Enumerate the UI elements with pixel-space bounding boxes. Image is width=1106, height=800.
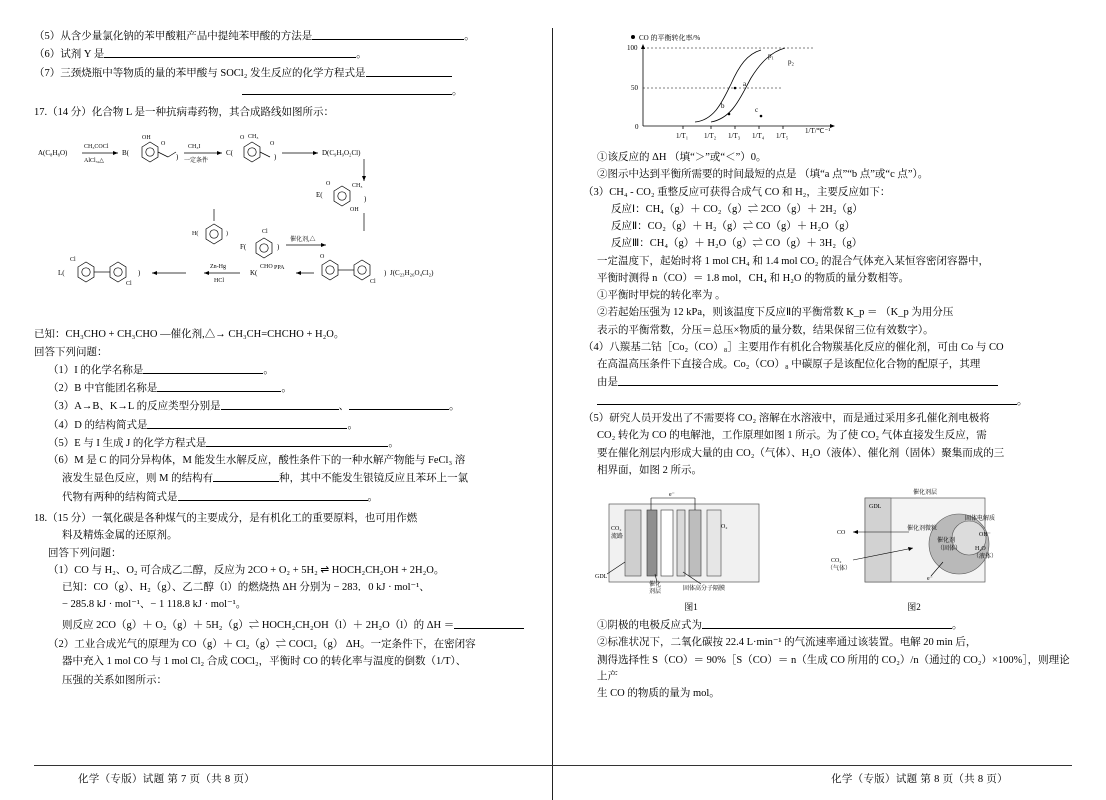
svg-text:H₂O: H₂O <box>975 546 986 553</box>
svg-text:B(: B( <box>122 149 129 158</box>
svg-text:OH: OH <box>142 135 151 142</box>
answer-blank <box>104 46 356 58</box>
q18-5-item2: ②标准状况下，二氧化碳按 22.4 L·min⁻¹ 的气流速率通过该装置。电解 20 min 后， <box>597 637 977 649</box>
q18-4-l1: （4）八羰基二钴［Co₂（CO）₈］主要用作有机化合物羰基化反应的催化剂，可由 Co 与 CO <box>583 341 1004 353</box>
fig2-caption: 图2 <box>907 602 921 613</box>
svg-text:1/T₂: 1/T₂ <box>704 132 717 140</box>
q18-4-blank2: 。 <box>583 393 1072 410</box>
q18-5-l1: （5）研究人员开发出了不需要将 CO₂ 溶解在水溶液中，而是通过采用多孔催化剂电极将 <box>583 412 990 424</box>
q17-item-2: （2）B 中官能团名称是 。 <box>34 380 526 397</box>
q18-prompt: 回答下列问题： <box>48 547 122 559</box>
answer-blank <box>178 489 368 501</box>
q17-item-6b: 液发生显色反应，则 M 的结构有 种，其中不能发生银镜反应且苯环上一氯 <box>34 470 526 487</box>
svg-text:剂层: 剂层 <box>649 589 662 596</box>
q18-p2c: 压强的关系如图所示： <box>62 675 167 687</box>
svg-text:b: b <box>721 102 725 110</box>
figures-row <box>583 482 1072 615</box>
q16-item-7-blank2: 。 <box>34 83 526 100</box>
svg-text:CO: CO <box>837 530 846 537</box>
svg-text:Cl: Cl <box>370 279 376 286</box>
left-page-footer: 化学（专版）试题 第 7 页（共 8 页） <box>78 773 255 785</box>
scheme-svg <box>34 125 534 325</box>
svg-text:A(C₈H₈O): A(C₈H₈O) <box>38 149 68 158</box>
svg-text:): ) <box>384 269 387 278</box>
svg-text:（液体）: （液体） <box>973 554 998 561</box>
fig1-caption: 图1 <box>684 602 698 613</box>
footer-divider <box>34 765 1072 766</box>
figure-1 <box>591 482 791 615</box>
svg-text:一定条件: 一定条件 <box>184 158 209 165</box>
q18-3-t1: 一定温度下，起始时将 1 mol CH₄ 和 1.4 mol CO₂ 的混合气体充入某恒容密闭容器中， <box>597 255 990 267</box>
svg-text:O: O <box>240 135 245 142</box>
svg-text:CH₃: CH₃ <box>352 183 363 190</box>
q17-heading: 17.（14 分）化合物 L 是一种抗病毒药物，其合成路线如图所示： <box>34 107 335 119</box>
svg-text:): ) <box>138 269 141 278</box>
svg-text:p₁: p₁ <box>768 52 774 60</box>
svg-text:0: 0 <box>635 123 639 131</box>
svg-text:c: c <box>755 106 759 114</box>
svg-text:p₂: p₂ <box>788 58 794 66</box>
q17-prompt: 回答下列问题： <box>34 346 108 358</box>
svg-text:): ) <box>176 153 179 162</box>
answer-blank <box>454 617 524 629</box>
q17-known: 已知：CH₃CHO + CH₃CHO —催化剂,△→ CH₃CH=CHCHO + H₂O。 <box>34 329 345 341</box>
q18-3-r1: 反应Ⅰ：CH₄（g）＋ CO₂（g）⇌ 2CO（g）＋ 2H₂（g） <box>611 203 863 215</box>
svg-text:催化剂层: 催化剂层 <box>913 490 938 497</box>
svg-text:CO 的平衡转化率/%: CO 的平衡转化率/% <box>639 34 701 42</box>
svg-text:Cl: Cl <box>126 281 132 288</box>
svg-text:a: a <box>743 80 747 88</box>
svg-text:): ) <box>274 153 277 162</box>
q18-3-i1: ①平衡时甲烷的转化率为 。 <box>597 290 726 302</box>
svg-text:): ) <box>277 243 280 252</box>
svg-text:C(: C( <box>226 149 233 158</box>
q17-item-5: （5）E 与 I 生成 J 的化学方程式是 。 <box>34 435 526 452</box>
q18-p1: （1）CO 与 H₂、O₂ 可合成乙二醇，反应为 2CO + O₂ + 5H₂ ⇌ HOCH₂CH₂OH + 2H₂O。 <box>48 564 445 576</box>
svg-text:1/T/℃⁻¹: 1/T/℃⁻¹ <box>805 127 831 135</box>
svg-text:流路: 流路 <box>611 534 624 541</box>
answer-blank <box>366 65 452 77</box>
svg-text:CH₃I: CH₃I <box>188 144 201 151</box>
q18-2-item1: ①该反应的 ΔH （填“＞”或“＜”）0。 <box>597 152 767 163</box>
q17-item-3: （3）A→B、K→L 的反应类型分别是 、 。 <box>34 398 526 415</box>
chart-svg <box>583 30 913 150</box>
svg-text:F(: F( <box>240 243 247 252</box>
svg-text:Cl: Cl <box>262 229 268 236</box>
svg-text:AlCl₃,△: AlCl₃,△ <box>84 158 104 165</box>
svg-text:1/T₁: 1/T₁ <box>676 132 689 140</box>
answer-blank <box>597 393 1017 405</box>
svg-text:O: O <box>326 181 331 188</box>
q18-p1b: 已知：CO（g）、H₂（g）、乙二醇（l）的燃烧热 ΔH 分别为 − 283．0 kJ · mol⁻¹、 <box>62 582 430 594</box>
svg-text:GDL: GDL <box>595 574 608 581</box>
svg-text:J(C₂₃H₂₆O₄Cl₂): J(C₂₃H₂₆O₄Cl₂) <box>390 269 434 278</box>
q16-item-7-text: （7）三颈烧瓶中等物质的量的苯甲酸与 SOCl₂ 发生反应的化学方程式是 <box>34 67 366 79</box>
co-conversion-chart <box>583 30 1072 150</box>
svg-text:CH₃COCl: CH₃COCl <box>84 144 109 151</box>
svg-text:CO₂: CO₂ <box>611 526 622 533</box>
right-page-footer: 化学（专版）试题 第 8 页（共 8 页） <box>831 773 1008 785</box>
q17-item-1: （1）I 的化学名称是 。 <box>34 362 526 379</box>
svg-text:固体高分子隔膜: 固体高分子隔膜 <box>683 586 726 593</box>
svg-text:CHO: CHO <box>260 264 273 271</box>
right-column <box>553 28 1072 800</box>
q18-p2b: 器中充入 1 mol CO 与 1 mol Cl₂ 合成 COCl₂，平衡时 CO 的转化率与温度的倒数（1/T）、 <box>62 656 467 668</box>
answer-blank <box>242 83 452 95</box>
svg-text:CH₃: CH₃ <box>248 134 259 141</box>
svg-text:Zn-Hg: Zn-Hg <box>210 264 226 271</box>
svg-text:催化: 催化 <box>649 582 662 589</box>
q18-2-item2: ②图示中达到平衡所需要的时间最短的点是 （填“a 点”“b 点”或“c 点”）。 <box>597 169 929 181</box>
q16-item-6: （6）试剂 Y 是 。 <box>34 46 526 63</box>
q18-3-i2b: 表示的平衡常数，分压＝总压×物质的量分数，结果保留三位有效数字）。 <box>597 324 934 336</box>
q18-5-l2: CO₂ 转化为 CO 的电解池，工作原理如图 1 所示。为了使 CO₂ 气体直接发生反应，需 <box>597 430 987 442</box>
q18-p1c: − 285.8 kJ · mol⁻¹、− 1 118.8 kJ · mol⁻¹。 <box>62 599 247 611</box>
q18-p1d: 则反应 2CO（g）＋ O₂（g）＋ 5H₂（g）⇌ HOCH₂CH₂OH（l）＋ 2H₂O（l）的 ΔH ＝ <box>34 617 526 634</box>
q18-5-l3: 要在催化剂层内形成大量的由 CO₂（气体）、H₂O（液体）、催化剂（固体）聚集而成的三 <box>597 447 1005 459</box>
svg-text:催化剂: 催化剂 <box>937 538 956 545</box>
svg-text:催化剂微粒: 催化剂微粒 <box>907 526 938 533</box>
svg-text:H(: H( <box>192 231 199 238</box>
q18-3-i2: ②若起始压强为 12 kPa，则该温度下反应Ⅱ的平衡常数 K_p ＝ （K_p 为用分压 <box>597 307 954 319</box>
q18-5-l4: 相界面，如图 2 所示。 <box>597 464 702 476</box>
svg-text:固体电解质: 固体电解质 <box>965 516 996 523</box>
answer-blank <box>143 362 263 374</box>
svg-text:O₂: O₂ <box>721 524 728 531</box>
q18-4-l2: 在高温高压条件下直接合成。Co₂（CO）₈ 中碳原子是该配位化合物的配原子，其理 <box>597 359 981 371</box>
svg-text:e⁻: e⁻ <box>927 576 933 583</box>
svg-text:E(: E( <box>316 191 323 200</box>
svg-text:O: O <box>161 141 166 148</box>
svg-text:D(C₉H₉O₂Cl): D(C₉H₉O₂Cl) <box>322 149 361 158</box>
svg-text:催化剂,△: 催化剂,△ <box>290 237 316 244</box>
svg-text:CO₂: CO₂ <box>831 558 842 565</box>
svg-text:): ) <box>364 195 367 204</box>
svg-text:1/T₅: 1/T₅ <box>776 132 789 140</box>
svg-text:OH⁻: OH⁻ <box>979 532 991 539</box>
svg-text:Cl: Cl <box>70 257 76 264</box>
q18-p2: （2）工业合成光气的原理为 CO（g）＋ Cl₂（g）⇌ COCl₂（g） ΔH。一定条件下，在密闭容 <box>48 638 476 650</box>
fig1-svg <box>591 482 791 600</box>
q16-item-7 <box>34 65 526 82</box>
svg-text:K(: K( <box>250 269 258 278</box>
answer-blank <box>349 398 449 410</box>
answer-blank <box>206 435 388 447</box>
answer-blank <box>312 28 464 40</box>
q18-5-item1: ①阴极的电极反应式为 。 <box>583 617 1072 634</box>
svg-text:100: 100 <box>627 44 638 52</box>
q18-3-r3: 反应Ⅲ：CH₄（g）＋ H₂O（g）⇌ CO（g）＋ 3H₂（g） <box>611 238 863 250</box>
figure-2 <box>809 482 1019 615</box>
svg-text:GDL: GDL <box>869 504 882 511</box>
q16-item-6-text: （6）试剂 Y 是 <box>34 49 105 61</box>
q18-5-item4: 生 CO 的物质的量为 mol。 <box>597 688 720 700</box>
svg-text:HCl: HCl <box>214 278 225 285</box>
svg-text:L(: L( <box>58 269 65 278</box>
q18-heading: 18.（15 分）一氧化碳是各种煤气的主要成分，是有机化工的重要原料，也可用作燃 <box>34 512 418 524</box>
svg-text:O: O <box>320 254 325 261</box>
left-column <box>34 28 553 800</box>
q17-synthesis-scheme <box>34 125 526 325</box>
svg-text:1/T₃: 1/T₃ <box>728 132 741 140</box>
svg-text:PPA: PPA <box>274 265 285 272</box>
q18-heading-2: 料及精炼金属的还原剂。 <box>62 530 178 542</box>
answer-blank <box>618 374 998 386</box>
q18-3-t2: 平衡时测得 n（CO）＝ 1.8 mol，CH₄ 和 H₂O 的物质的量分数相等。 <box>597 272 910 284</box>
q17-item-6: （6）M 是 C 的同分异构体，M 能发生水解反应，酸性条件下的一种水解产物能与 FeCl₃ 溶 <box>48 455 466 467</box>
q16-item-5-text: （5）从含少量氯化钠的苯甲酸粗产品中提纯苯甲酸的方法是 <box>34 31 313 42</box>
q18-4-l3: 由是 <box>583 374 1072 391</box>
answer-blank <box>702 617 952 629</box>
q18-5-item3: 测得选择性 S（CO）＝ 90%［S（CO）＝ n（生成 CO 所用的 CO₂）/n（通过的 CO₂）×100%］，则理论上产 <box>597 654 1070 682</box>
svg-text:（气体）: （气体） <box>827 566 852 573</box>
q18-3-head: （3）CH₄ - CO₂ 重整反应可获得合成气 CO 和 H₂，主要反应如下： <box>583 186 891 198</box>
svg-text:e⁻: e⁻ <box>669 492 675 499</box>
answer-blank <box>213 470 279 482</box>
svg-text:OH: OH <box>350 207 359 214</box>
q17-item-6c: 代物有两种的结构简式是 。 <box>34 489 526 506</box>
q18-3-r2: 反应Ⅱ：CO₂（g）＋ H₂（g）⇌ CO（g）＋ H₂O（g） <box>611 221 855 233</box>
answer-blank <box>157 380 281 392</box>
svg-text:): ) <box>226 231 228 238</box>
answer-blank <box>147 417 347 429</box>
q16-item-5: （5）从含少量氯化钠的苯甲酸粗产品中提纯苯甲酸的方法是 。 <box>34 28 526 45</box>
svg-text:（固体）: （固体） <box>937 546 962 553</box>
q17-item-4: （4）D 的结构简式是 。 <box>34 417 526 434</box>
answer-blank <box>221 398 339 410</box>
fig2-svg <box>809 482 1019 600</box>
svg-text:50: 50 <box>631 84 638 92</box>
svg-text:1/T₄: 1/T₄ <box>752 132 765 140</box>
svg-text:O: O <box>270 141 275 148</box>
